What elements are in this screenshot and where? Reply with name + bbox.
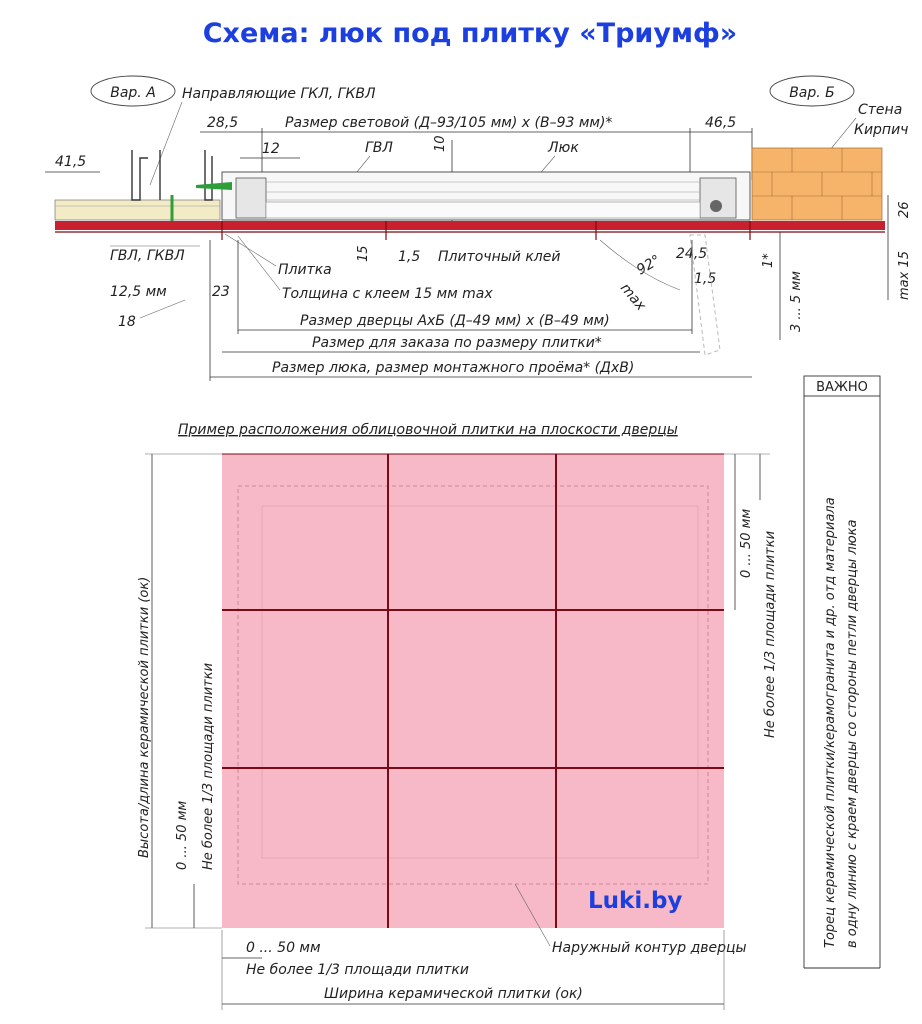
outer-contour-label: Наружный контур дверцы: [552, 940, 747, 956]
tile-label: Плитка: [278, 262, 332, 278]
guide-profile: [132, 150, 212, 200]
dim-12-5: 12,5 мм: [110, 284, 167, 300]
bottom-third-label: Не более 1/3 площади плитки: [246, 962, 469, 978]
door-size-label: Размер дверцы АхБ (Д–49 мм) х (В–49 мм): [300, 313, 610, 329]
brand-label: Luki.by: [588, 888, 683, 914]
gvl-label: ГВЛ: [365, 140, 393, 156]
diagram-title: Схема: люк под плитку «Триумф»: [202, 18, 738, 49]
hatch-size-label: Размер люка, размер монтажного проёма* (ДхВ): [272, 360, 635, 376]
brick-label: Кирпич: [854, 122, 909, 138]
tile-area: [222, 454, 724, 928]
tiles-heading: Пример расположения облицовочной плитки на плоскости дверцы: [178, 422, 678, 438]
tile-layer: [55, 221, 885, 230]
right-range-label: 0 ... 50 мм: [739, 508, 754, 578]
wall-label: Стена: [858, 102, 903, 118]
dim-28-5: 28,5: [207, 115, 239, 131]
tile-grid: [222, 454, 724, 928]
guides-label: Направляющие ГКЛ, ГКВЛ: [182, 86, 376, 102]
left-third-label: Не более 1/3 площади плитки: [201, 662, 216, 870]
dim-46-5: 46,5: [705, 115, 737, 131]
brick-wall: [752, 148, 882, 220]
thickness-glue-label: Толщина с клеем 15 мм max: [282, 286, 493, 302]
left-range-label: 0 ... 50 мм: [175, 800, 190, 870]
dim-1-star: 1*: [761, 253, 776, 268]
gvl-gkvl-label: ГВЛ, ГКВЛ: [110, 248, 185, 264]
dim-1-5a: 1,5: [398, 249, 421, 265]
gvl-board: [55, 200, 220, 220]
bottom-width-label: Ширина керамической плитки (ок): [324, 986, 583, 1002]
note-line1: Торец керамической плитки/керамогранита и др. отд материала: [823, 497, 838, 948]
max-label: max: [616, 280, 649, 314]
dim-23: 23: [212, 284, 230, 300]
right-third-label: Не более 1/3 площади плитки: [763, 530, 778, 738]
bottom-range-label: 0 ... 50 мм: [246, 940, 321, 956]
important-note: [804, 376, 880, 968]
dim-1-5b: 1,5: [694, 271, 717, 287]
var-a-label: Вар. А: [110, 85, 156, 101]
angle-label: 92°: [634, 252, 664, 279]
dim-10: 10: [433, 135, 448, 152]
section-drawing: [45, 76, 912, 381]
dim-max15: max 15: [897, 251, 912, 300]
var-b-label: Вар. Б: [789, 85, 835, 101]
light-size-label: Размер световой (Д–93/105 мм) х (В–93 мм)*: [285, 115, 613, 131]
important-label: ВАЖНО: [816, 380, 868, 395]
order-size-label: Размер для заказа по размеру плитки*: [312, 335, 602, 351]
dim-3-5: 3 ... 5 мм: [789, 271, 804, 332]
dim-15: 15: [356, 245, 371, 262]
left-height-label: Высота/длина керамической плитки (ок): [137, 576, 152, 858]
dim-18: 18: [118, 314, 136, 330]
screw-left: [196, 182, 232, 190]
dim-26: 26: [897, 201, 912, 218]
tile-glue-label: Плиточный клей: [438, 249, 561, 265]
dim-24-5: 24,5: [676, 246, 708, 262]
dim-12: 12: [262, 141, 280, 157]
note-line2: в одну линию с краем дверцы со стороны петли дверцы люка: [845, 519, 860, 948]
dim-41-5: 41,5: [55, 154, 87, 170]
hatch-label: Люк: [548, 140, 579, 156]
